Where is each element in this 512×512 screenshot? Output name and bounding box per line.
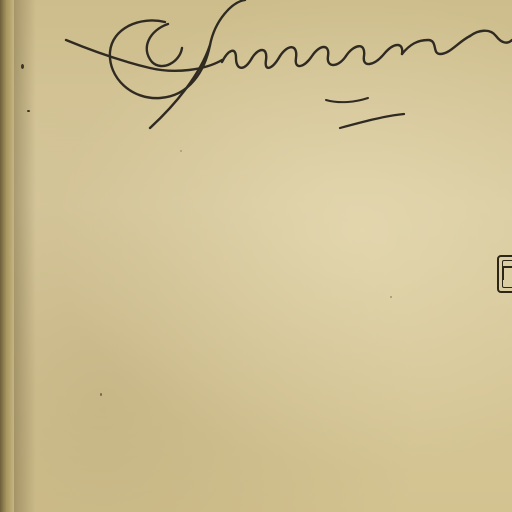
ink-speck xyxy=(100,393,102,396)
ink-speck xyxy=(390,296,392,298)
stamp-mark xyxy=(494,252,512,298)
handwritten-signature xyxy=(0,0,512,160)
stamp-glyph xyxy=(502,266,512,280)
